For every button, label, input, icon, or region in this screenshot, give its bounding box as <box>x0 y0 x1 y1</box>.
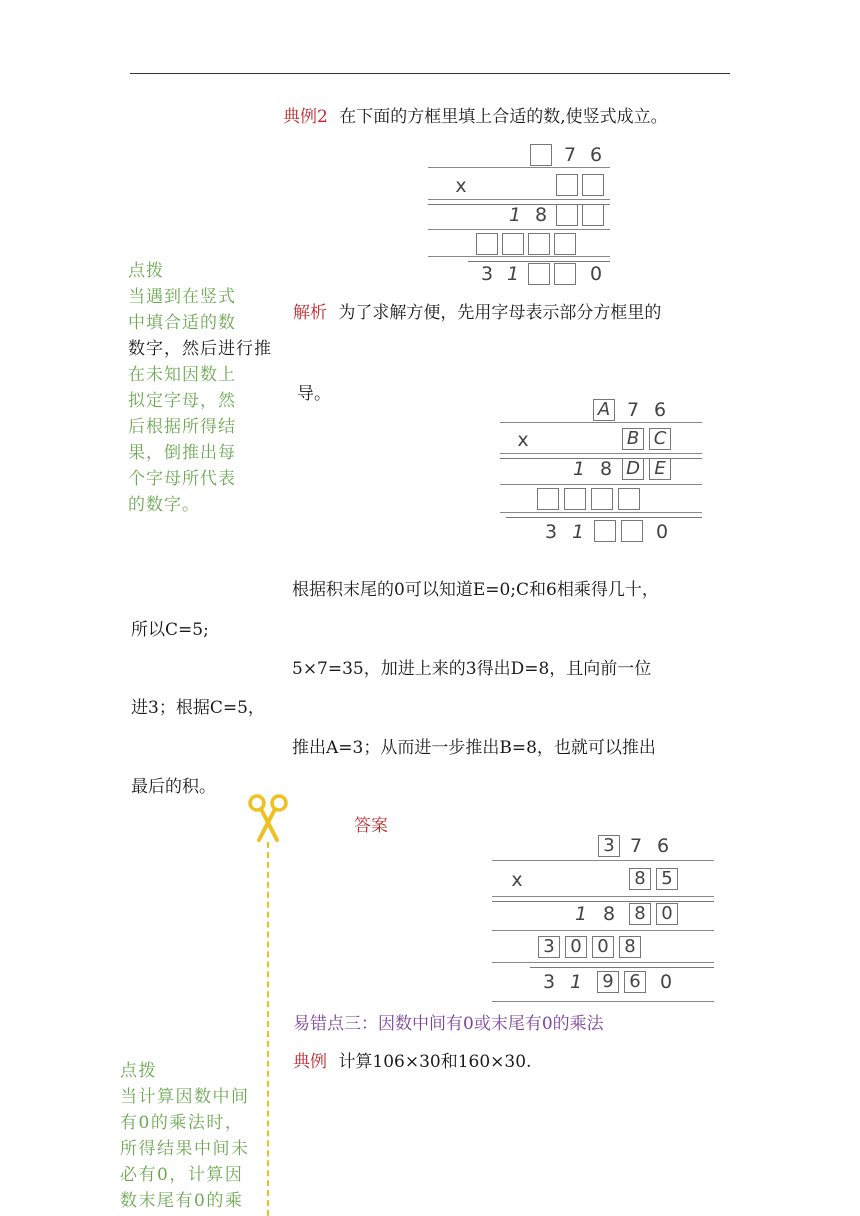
filled-box: 8 <box>629 903 651 925</box>
digit: 0 <box>655 521 669 543</box>
blank-box <box>582 174 604 196</box>
digit: 0 <box>659 971 673 993</box>
blank-box <box>618 488 640 510</box>
analysis-line2: 导。 <box>297 384 331 404</box>
digit: 8 <box>599 458 613 480</box>
grid-line <box>428 199 610 200</box>
times-sign: x <box>455 175 467 197</box>
digit: 3 <box>480 263 494 285</box>
grid-line <box>500 422 702 423</box>
filled-box: 8 <box>629 868 651 890</box>
blank-box <box>556 174 578 196</box>
grid-line <box>500 453 702 454</box>
digit: 1 <box>572 458 586 480</box>
digit: 6 <box>653 399 667 421</box>
blank-box <box>528 233 550 255</box>
hint1-title: 点拨 <box>128 261 164 281</box>
grid-line <box>428 167 610 168</box>
blank-box <box>591 488 613 510</box>
result-line <box>492 901 714 902</box>
letter-box: E <box>649 458 671 480</box>
grid-line <box>492 1001 714 1002</box>
reasoning-line: 根据积末尾的0可以知道E=0;C和6相乘得几十， <box>292 580 659 600</box>
letter-box: C <box>649 428 671 450</box>
blank-box <box>556 204 578 226</box>
digit: 8 <box>602 903 616 925</box>
grid-line <box>500 512 702 513</box>
analysis-line1 <box>293 302 661 324</box>
reasoning-line: 最后的积。 <box>131 777 216 797</box>
example3-text: 计算106×30和160×30. <box>338 1052 532 1072</box>
scissors-icon <box>248 794 288 842</box>
filled-box: 8 <box>619 936 641 958</box>
filled-box: 0 <box>592 936 614 958</box>
letter-box: B <box>622 428 644 450</box>
digit: 3 <box>542 971 556 993</box>
filled-box: 3 <box>538 936 560 958</box>
example2-tag: 典例2 <box>283 107 328 127</box>
digit: 0 <box>589 263 603 285</box>
digit: 1 <box>571 521 585 543</box>
grid-line <box>492 896 714 897</box>
filled-box: 5 <box>656 868 678 890</box>
hint2-sidebar <box>120 1058 250 1214</box>
example2-text: 在下面的方框里填上合适的数,使竖式成立。 <box>339 107 668 127</box>
puzzle1-multiplication <box>428 142 618 292</box>
blank-box <box>528 263 550 285</box>
blank-box <box>582 204 604 226</box>
blank-box <box>554 263 576 285</box>
hint2-line: 当计算因数中间 <box>120 1087 250 1107</box>
digit: 8 <box>534 204 548 226</box>
cut-line <box>267 842 269 1216</box>
hint1-line: 个字母所代表 <box>128 469 236 489</box>
reasoning-line: 进3；根据C=5， <box>131 698 265 718</box>
analysis-tag: 解析 <box>293 303 327 323</box>
grid-line <box>428 256 610 257</box>
digit: 6 <box>589 144 603 166</box>
hint1-line: 中填合适的数 <box>128 313 236 333</box>
blank-box <box>502 233 524 255</box>
header-rule <box>130 73 730 74</box>
result-line <box>530 967 714 968</box>
reasoning-line: 所以C=5; <box>131 620 209 640</box>
result-line <box>468 261 610 262</box>
hint1-line: 果，倒推出每 <box>128 443 236 463</box>
digit: 1 <box>569 971 583 993</box>
blank-box <box>594 520 616 542</box>
grid-line <box>500 484 702 485</box>
blank-box <box>530 144 552 166</box>
filled-box: 0 <box>656 903 678 925</box>
answer-label: 答案 <box>354 816 388 836</box>
digit: 1 <box>506 263 520 285</box>
filled-box: 6 <box>624 971 646 993</box>
times-sign: x <box>511 869 523 891</box>
reasoning-line: 5×7=35，加进上来的3得出D=8，且向前一位 <box>292 659 652 679</box>
reasoning-line: 推出A=3；从而进一步推出B=8，也就可以推出 <box>292 738 656 758</box>
digit: 7 <box>626 399 640 421</box>
digit: 1 <box>508 204 522 226</box>
grid-line <box>492 930 714 931</box>
grid-line <box>492 860 714 861</box>
digit: 7 <box>563 144 577 166</box>
hint1-line: 后根据所得结 <box>128 417 236 437</box>
hint1-line: 拟定字母，然 <box>128 391 236 411</box>
hint2-line: 必有0，计算因 <box>120 1165 244 1185</box>
hint2-line: 数末尾有0的乘 <box>120 1191 244 1211</box>
digit: 6 <box>656 835 670 857</box>
hint1-line: 的数字。 <box>128 495 200 515</box>
letter-box: D <box>622 458 644 480</box>
hint1-sidebar <box>128 258 272 518</box>
blank-box <box>476 233 498 255</box>
analysis-text: 为了求解方便，先用字母表示部分方框里的 <box>338 303 662 323</box>
hint1-line: 在未知因数上 <box>128 365 236 385</box>
digit: 3 <box>544 521 558 543</box>
puzzle2-multiplication <box>500 396 710 548</box>
filled-box: 9 <box>597 971 619 993</box>
result-line <box>506 517 702 518</box>
hint2-line: 所得结果中间未 <box>120 1139 250 1159</box>
hint2-line: 有0的乘法时， <box>120 1113 244 1133</box>
blank-box <box>621 520 643 542</box>
example2-heading <box>283 106 668 128</box>
hint1-line: 当遇到在竖式 <box>128 287 236 307</box>
answer-multiplication <box>492 832 714 1004</box>
digit: 7 <box>629 835 643 857</box>
example3-heading <box>293 1051 531 1073</box>
grid-line <box>492 962 714 963</box>
times-sign: x <box>517 429 529 451</box>
blank-box <box>554 233 576 255</box>
letter-box: A <box>593 399 615 421</box>
hint2-title: 点拨 <box>120 1061 157 1081</box>
digit: 1 <box>574 903 588 925</box>
example3-tag: 典例 <box>293 1052 327 1072</box>
error-point-heading: 易错点三：因数中间有0或末尾有0的乘法 <box>293 1014 604 1034</box>
blank-box <box>564 488 586 510</box>
filled-box: 3 <box>598 835 620 857</box>
hint1-line: 数字，然后进行推 <box>128 339 272 359</box>
blank-box <box>537 488 559 510</box>
grid-line <box>428 229 610 230</box>
filled-box: 0 <box>565 936 587 958</box>
